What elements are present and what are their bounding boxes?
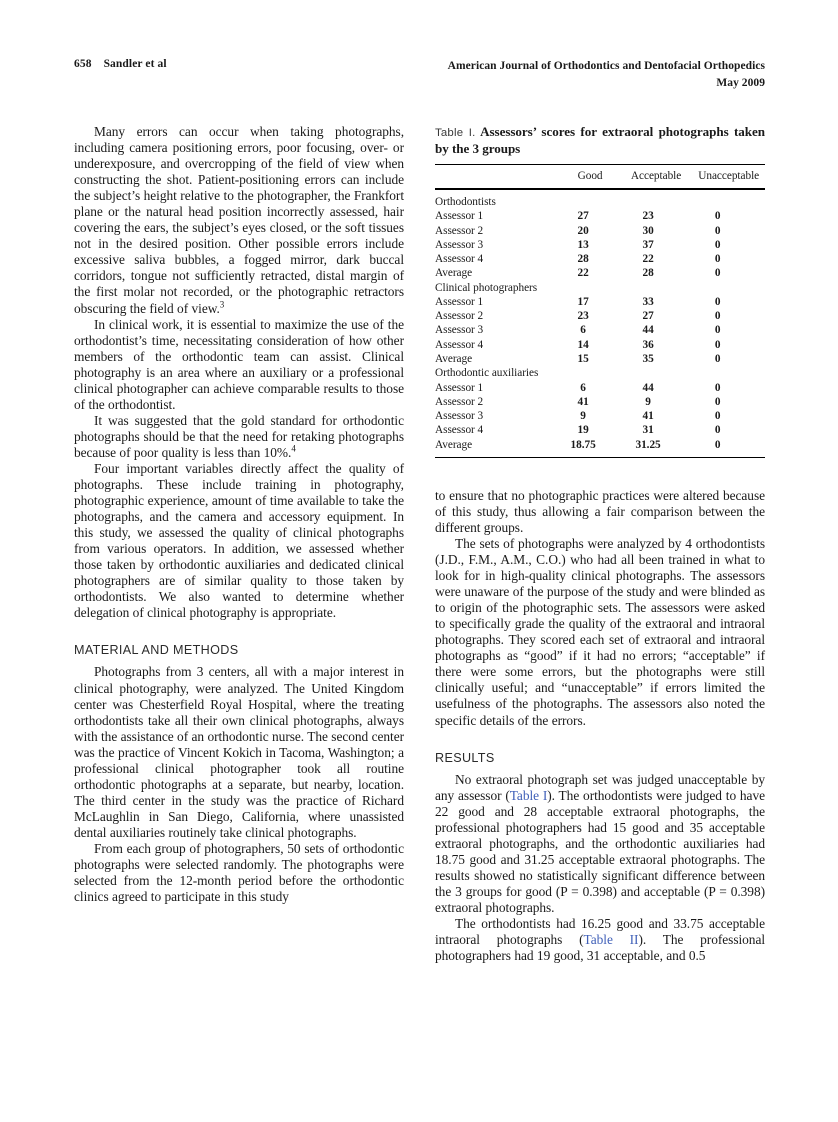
table-caption bbox=[435, 124, 765, 158]
section-heading-results: RESULTS bbox=[435, 750, 495, 765]
row-label: Assessor 2 bbox=[435, 395, 484, 408]
running-head-right bbox=[448, 58, 765, 91]
cell-unacceptable: 0 bbox=[714, 410, 721, 423]
running-head-authors: Sandler et al bbox=[103, 58, 167, 70]
spacer bbox=[435, 729, 765, 751]
cell-unacceptable: 0 bbox=[714, 224, 721, 237]
paragraph-text: No extraoral photograph set was judged unacceptable by any assessor ( bbox=[435, 771, 765, 803]
paragraph-text: ). The professional photographers had 19 good, 31 acceptable, and 0.5 bbox=[435, 932, 766, 964]
running-head-left bbox=[74, 58, 167, 70]
table-1-crossref-link[interactable]: Table I bbox=[509, 787, 548, 803]
paragraph: Four important variables directly affect the quality of photographs. These include training in photography, photographic experience, amount of time available to take the photographs, and the camera and accessory equipment. In this study, we assessed the quality of clinical photographs from various operators. In addition, we assessed whether those taken by orthodontic auxiliaries and dedicated clinical photographers are of similar quality to those taken by orthodontists. We also wanted to determine whether delegation of clinical photography is appropriate. bbox=[74, 460, 404, 621]
cell-unacceptable: 0 bbox=[714, 324, 721, 337]
group-label-orthodontic-auxiliaries: Orthodontic auxiliaries bbox=[435, 367, 539, 380]
group-label-orthodontists: Orthodontists bbox=[435, 195, 496, 208]
table-row-average bbox=[435, 266, 765, 280]
row-label: Assessor 2 bbox=[435, 310, 484, 323]
table-row bbox=[435, 395, 765, 409]
reference-marker: 3 bbox=[219, 299, 225, 310]
row-label: Assessor 3 bbox=[435, 238, 484, 251]
cell-acceptable: 22 bbox=[642, 253, 654, 266]
cell-good: 6 bbox=[580, 324, 586, 337]
cell-good: 27 bbox=[577, 210, 589, 223]
cell-unacceptable: 0 bbox=[714, 267, 721, 280]
table-group-row bbox=[435, 281, 765, 295]
paragraph-text: Many errors can occur when taking photographs, including camera positioning errors, poor focusing, over- or underexposure, and overcropping of the field of view when constructing the shot. Patient-positioning errors can include the subject’s height relative to the photographer, the Frankfort plane or the natural head position incorrectly assessed, hair covering the ears, the subject’s eyes closed, or the soft tissues not in the desired position. Other possible errors include excessive saliva bubbles, a fogged mirror, dark buccal corridors, tongue not sufficiently retracted, distal margin of the first molar not recorded, or the photographic retractors obscuring the field of view. bbox=[74, 124, 404, 316]
cell-acceptable: 37 bbox=[642, 238, 654, 251]
row-label: Assessor 1 bbox=[435, 295, 484, 308]
cell-unacceptable: 0 bbox=[714, 338, 721, 351]
table-row bbox=[435, 423, 765, 437]
cell-unacceptable: 0 bbox=[714, 424, 721, 437]
row-label: Assessor 4 bbox=[435, 338, 484, 351]
table-header-row bbox=[435, 164, 765, 189]
cell-unacceptable: 0 bbox=[714, 353, 721, 366]
table-row bbox=[435, 380, 765, 394]
paragraph bbox=[74, 124, 404, 317]
table-row bbox=[435, 338, 765, 352]
spacer bbox=[74, 657, 404, 664]
table-1-block bbox=[435, 124, 765, 458]
cell-good: 14 bbox=[577, 338, 589, 351]
cell-unacceptable: 0 bbox=[714, 310, 721, 323]
paragraph: From each group of photographers, 50 sets of orthodontic photographs were selected randomly. The photographs were selected from the 12-month period before the orthodontic clinics agreed to participate in this study bbox=[74, 840, 404, 905]
cell-acceptable: 33 bbox=[642, 295, 654, 308]
column-header-acceptable: Acceptable bbox=[620, 164, 693, 189]
row-label: Average bbox=[435, 438, 473, 451]
cell-good: 9 bbox=[580, 410, 586, 423]
cell-acceptable: 31 bbox=[642, 424, 654, 437]
left-column bbox=[74, 124, 404, 905]
cell-good: 17 bbox=[577, 295, 589, 308]
cell-good: 15 bbox=[577, 353, 589, 366]
row-label: Average bbox=[435, 353, 473, 366]
table-group-row bbox=[435, 195, 765, 209]
cell-acceptable: 28 bbox=[642, 267, 654, 280]
cell-acceptable: 36 bbox=[642, 338, 654, 351]
paragraph-text: It was suggested that the gold standard for orthodontic photographs should be that the need for retaking photographs because of poor quality is less than 10%. bbox=[74, 412, 404, 460]
cell-good: 20 bbox=[577, 224, 589, 237]
cell-unacceptable: 0 bbox=[714, 238, 721, 251]
row-label: Assessor 3 bbox=[435, 324, 484, 337]
cell-good: 18.75 bbox=[570, 438, 596, 451]
article-body bbox=[74, 124, 765, 1064]
table-head bbox=[435, 164, 765, 189]
journal-title: American Journal of Orthodontics and Dentofacial Orthopedics bbox=[447, 60, 765, 72]
cell-acceptable: 31.25 bbox=[635, 438, 661, 451]
table-row bbox=[435, 309, 765, 323]
cell-acceptable: 44 bbox=[642, 381, 654, 394]
cell-good: 19 bbox=[577, 424, 589, 437]
cell-acceptable: 23 bbox=[642, 210, 654, 223]
spacer bbox=[74, 621, 404, 643]
cell-good: 6 bbox=[580, 381, 586, 394]
column-header-good: Good bbox=[560, 164, 619, 189]
row-label: Assessor 4 bbox=[435, 253, 484, 266]
page-running-head bbox=[74, 58, 765, 91]
cell-good: 13 bbox=[577, 238, 589, 251]
cell-unacceptable: 0 bbox=[714, 438, 721, 451]
section-heading-material-and-methods: MATERIAL AND METHODS bbox=[74, 643, 239, 658]
cell-acceptable: 30 bbox=[642, 224, 654, 237]
column-header-blank bbox=[435, 164, 560, 189]
reference-marker: 4 bbox=[291, 443, 296, 454]
cell-good: 23 bbox=[577, 310, 589, 323]
table-group-row bbox=[435, 366, 765, 380]
cell-unacceptable: 0 bbox=[714, 210, 721, 223]
paragraph bbox=[435, 916, 765, 964]
paragraph-text: ). The orthodontists were judged to have 22 good and 28 acceptable extraoral photographs, the professional photographers had 15 good and 35 acceptable extraoral photographs, and the orthodontic auxiliaries had 18.75 good and 31.25 acceptable extraoral photographs. The results showed no statistically significant difference between the 3 groups for good (P = 0.398) and acceptable (P = 0.398) extraoral photographs. bbox=[435, 787, 765, 915]
table-row-average bbox=[435, 352, 765, 366]
row-label: Assessor 2 bbox=[435, 224, 484, 237]
group-label-clinical-photographers: Clinical photographers bbox=[435, 281, 538, 294]
row-label: Assessor 1 bbox=[435, 381, 484, 394]
table-row bbox=[435, 295, 765, 309]
row-label: Average bbox=[435, 267, 473, 280]
column-header-unacceptable: Unacceptable bbox=[692, 164, 765, 189]
paragraph-text: The orthodontists had 16.25 good and 33.75 acceptable intraoral photographs ( bbox=[435, 916, 765, 948]
cell-acceptable: 9 bbox=[645, 395, 651, 408]
table-row bbox=[435, 409, 765, 423]
table-caption-text: Assessors’ scores for extraoral photographs taken by the 3 groups bbox=[435, 124, 765, 157]
table-2-crossref-link[interactable]: Table II bbox=[583, 932, 639, 948]
paragraph: The sets of photographs were analyzed by 4 orthodontists (J.D., F.M., A.M., C.O.) who had all been trained in what to look for in high-quality clinical photographs. The assessors were unaware of the purpose of the study and were blinded as to origin of the photographic sets. The assessors were asked to specifically grade the quality of the extraoral and intraoral photographs. They scored each set of extraoral and intraoral photographs as “good” if it had no errors; “acceptable” if there were some errors, but the photographs were still clinically useful; and “unacceptable” if errors limited the usefulness of the photographs. The assessors also noted the specific details of the errors. bbox=[435, 536, 765, 728]
cell-acceptable: 44 bbox=[642, 324, 654, 337]
cell-good: 22 bbox=[577, 267, 589, 280]
assessor-scores-table bbox=[435, 164, 765, 458]
spacer bbox=[435, 458, 765, 488]
paragraph bbox=[435, 772, 765, 916]
cell-unacceptable: 0 bbox=[714, 295, 721, 308]
cell-unacceptable: 0 bbox=[714, 395, 721, 408]
table-label: Table I. bbox=[435, 127, 476, 139]
page-number: 658 bbox=[74, 58, 92, 70]
spacer bbox=[435, 765, 765, 772]
table-row-average bbox=[435, 438, 765, 452]
cell-acceptable: 27 bbox=[642, 310, 654, 323]
cell-acceptable: 41 bbox=[642, 410, 654, 423]
right-column bbox=[435, 124, 765, 964]
table-row bbox=[435, 209, 765, 223]
row-label: Assessor 4 bbox=[435, 424, 484, 437]
paragraph: to ensure that no photographic practices were altered because of this study, thus allowing a fair comparison between the different groups. bbox=[435, 487, 765, 535]
table-foot-rule bbox=[435, 457, 765, 458]
issue-date: May 2009 bbox=[716, 76, 765, 89]
cell-acceptable: 35 bbox=[642, 353, 654, 366]
cell-good: 41 bbox=[577, 395, 589, 408]
table-body bbox=[435, 189, 765, 458]
paragraph: In clinical work, it is essential to maximize the use of the orthodontist’s time, necessitating consideration of how other members of the orthodontic team can assist. Clinical photography is an area where an auxiliary or a professional clinical photographer can achieve comparable results to those of the orthodontist. bbox=[74, 316, 404, 412]
cell-good: 28 bbox=[577, 253, 589, 266]
table-row bbox=[435, 238, 765, 252]
cell-unacceptable: 0 bbox=[714, 253, 721, 266]
table-row bbox=[435, 323, 765, 337]
cell-unacceptable: 0 bbox=[714, 381, 721, 394]
paragraph bbox=[74, 413, 404, 461]
row-label: Assessor 3 bbox=[435, 410, 484, 423]
table-row bbox=[435, 252, 765, 266]
row-label: Assessor 1 bbox=[435, 210, 484, 223]
table-row bbox=[435, 223, 765, 237]
paragraph: Photographs from 3 centers, all with a major interest in clinical photography, were analyzed. The United Kingdom center was Chesterfield Royal Hospital, where the treating orthodontists take all their own clinical photographs, always with the assistance of an orthodontic nurse. The second center was the practice of Vincent Kokich in Tacoma, Washington; a professional clinical photographer took all routine orthodontic photographs at a separate, but nearby, location. The third center in the study was the practice of Richard McLaughlin in San Diego, California, where unassisted dental auxiliaries routinely take clinical photographs. bbox=[74, 664, 404, 840]
